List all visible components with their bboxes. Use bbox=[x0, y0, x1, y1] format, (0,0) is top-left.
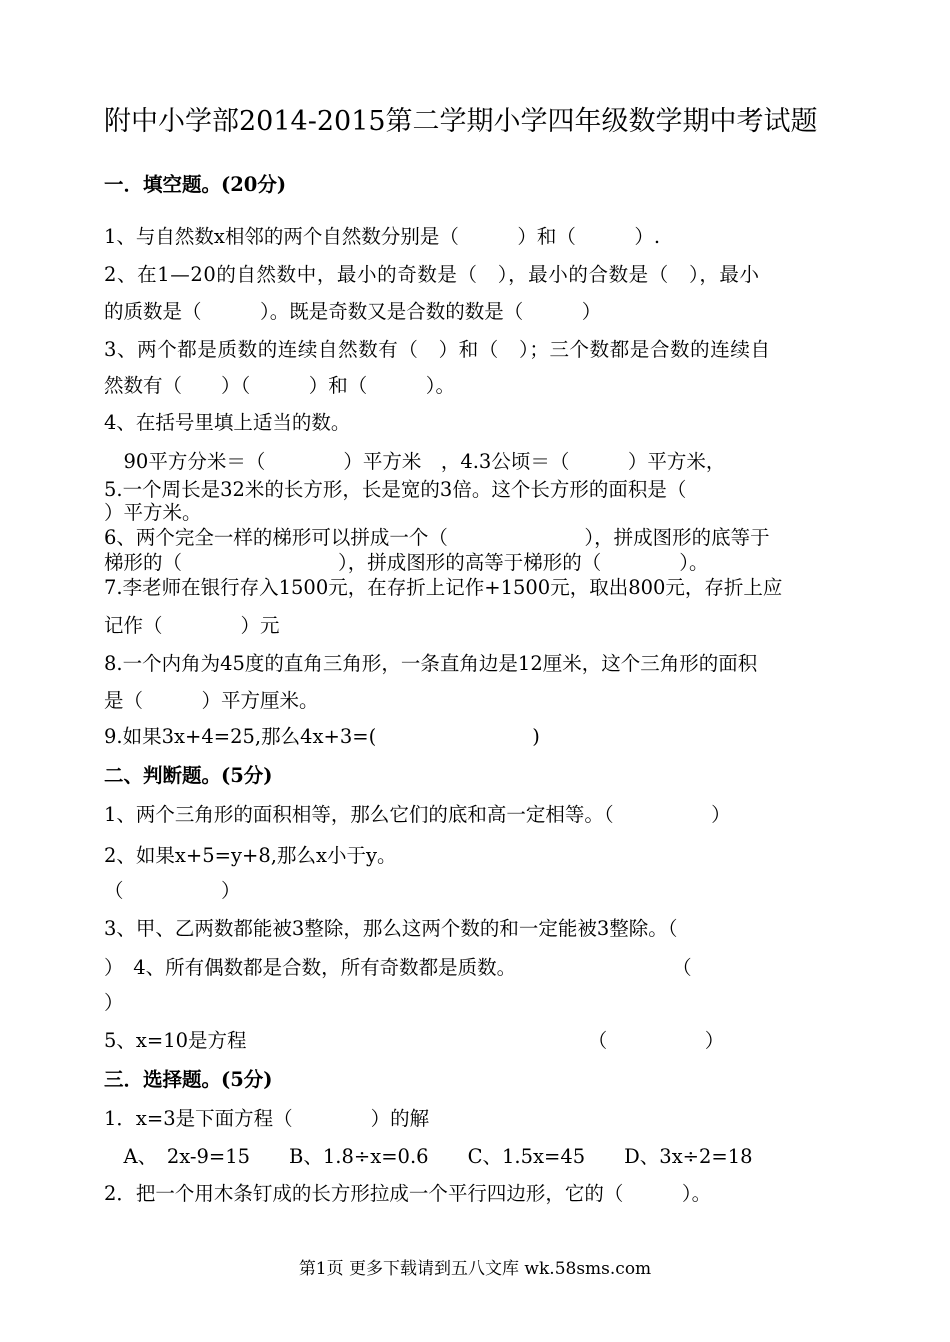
question-line: （ ） bbox=[104, 879, 241, 902]
question-line: ） bbox=[104, 991, 124, 1014]
question-line: 4、在括号里填上适当的数。 bbox=[104, 411, 351, 434]
question-line: ） 4、所有偶数都是合数，所有奇数都是质数。 （ bbox=[104, 956, 692, 979]
question-line: 9.如果3x+4=25,那么4x+3=( ) bbox=[104, 725, 540, 748]
question-line: 6、两个完全一样的梯形可以拼成一个（ ），拼成图形的底等于 bbox=[104, 526, 770, 549]
section-heading-true-false: 二、判断题。(5分) bbox=[104, 764, 273, 787]
question-line: 2．把一个用木条钉成的长方形拉成一个平行四边形，它的（ ）。 bbox=[104, 1182, 712, 1205]
question-line: 5、x=10是方程 （ ） bbox=[104, 1029, 725, 1052]
question-line: 是（ ）平方厘米。 bbox=[104, 689, 319, 712]
question-line: 记作（ ）元 bbox=[104, 614, 280, 637]
section-heading-multiple-choice: 三．选择题。(5分) bbox=[104, 1068, 273, 1091]
page-title: 附中小学部2014-2015第二学期小学四年级数学期中考试题 bbox=[104, 106, 818, 137]
question-line: 1、两个三角形的面积相等，那么它们的底和高一定相等。（ ） bbox=[104, 803, 731, 826]
question-line: ）平方米。 bbox=[104, 501, 202, 524]
question-line: 1、与自然数x相邻的两个自然数分别是（ ）和（ ）. bbox=[104, 225, 661, 248]
question-line: 1．x=3是下面方程（ ）的解 bbox=[104, 1107, 430, 1130]
question-line: 2、如果x+5=y+8,那么x小于y。 bbox=[104, 844, 397, 867]
question-line: 90平方分米＝（ ）平方米 ，4.3公顷＝（ ）平方米， bbox=[104, 450, 726, 473]
question-line: 梯形的（ ），拼成图形的高等于梯形的（ ）。 bbox=[104, 551, 709, 574]
question-line: 2、在1—20的自然数中，最小的奇数是（ ），最小的合数是（ ），最小 bbox=[104, 263, 760, 286]
question-line: 8.一个内角为45度的直角三角形，一条直角边是12厘米，这个三角形的面积 bbox=[104, 652, 758, 675]
page-footer: 第1页 更多下载请到五八文库 wk.58sms.com bbox=[298, 1259, 652, 1279]
question-line: 3、两个都是质数的连续自然数有（ ）和（ ）；三个数都是合数的连续自 bbox=[104, 338, 771, 361]
question-line: 7.李老师在银行存入1500元，在存折上记作+1500元，取出800元，存折上应 bbox=[104, 576, 783, 599]
question-options: A、 2x-9=15 B、1.8÷x=0.6 C、1.5x=45 D、3x÷2=18 bbox=[104, 1145, 753, 1168]
question-line: 3、甲、乙两数都能被3整除，那么这两个数的和一定能被3整除。（ bbox=[104, 917, 678, 940]
section-heading-fill-blank: 一．填空题。(20分) bbox=[104, 173, 287, 196]
question-line: 的质数是（ ）。既是奇数又是合数的数是（ ） bbox=[104, 300, 602, 323]
question-line: 然数有（ ）（ ）和（ ）。 bbox=[104, 374, 456, 397]
question-line: 5.一个周长是32米的长方形，长是宽的3倍。这个长方形的面积是（ bbox=[104, 478, 687, 501]
